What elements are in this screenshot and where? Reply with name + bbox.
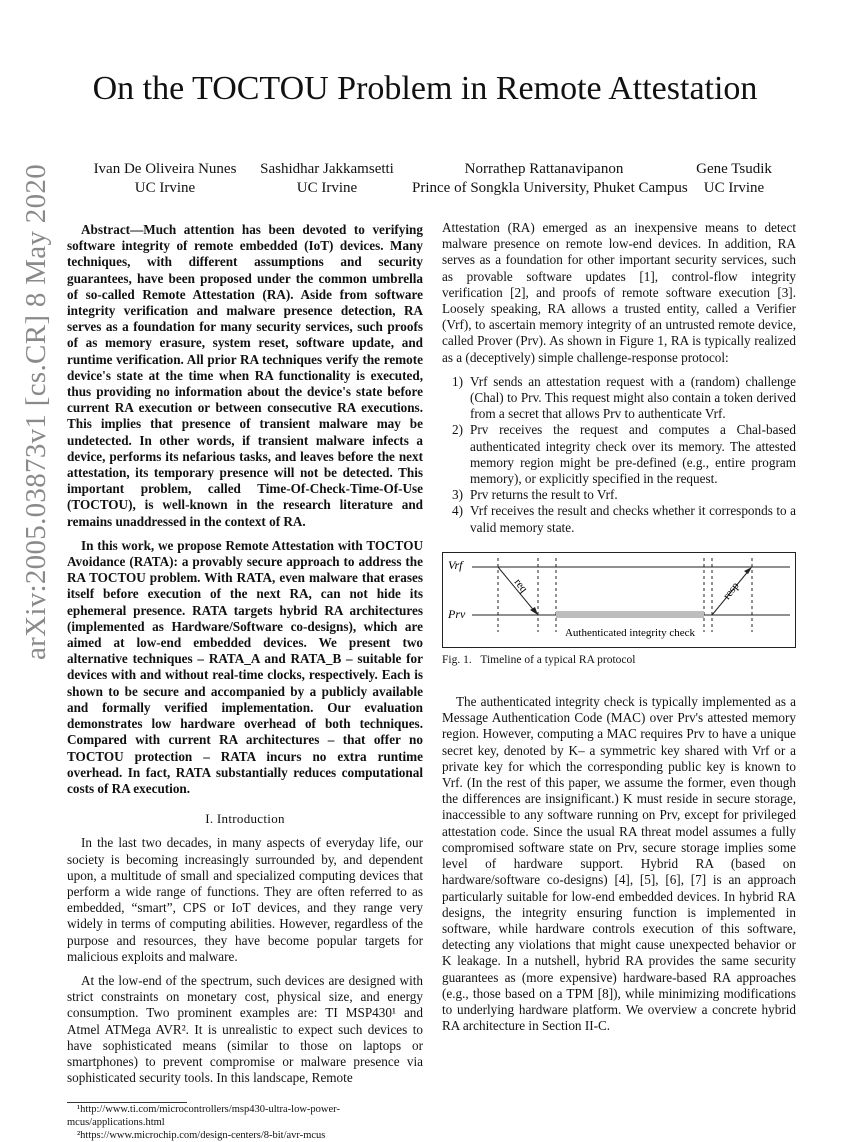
author-affiliation: UC Irvine	[296, 180, 358, 196]
author-name: Gene Tsudik	[696, 161, 772, 177]
resp-arrowhead	[744, 567, 752, 574]
req-label: req	[511, 576, 530, 595]
intro-paragraph-2: At the low-end of the spectrum, such devices are designed with strict constraints on monetary cost, physical size, and energy consumption. Two prominent examples are: TI MSP430¹ and Atmel ATMega AVR². It is unrealistic to expect such devices to have sophisticated means (similar to those on laptops or smartphones) to prevent compromise or malware presence via sophisticated security tools. In this landscape, Remote	[67, 972, 423, 1086]
footnote-2: ²https://www.microchip.com/design-centers/8-bit/avr-mcus	[77, 1130, 326, 1142]
figure-1	[442, 552, 796, 648]
resp-label: resp	[720, 579, 742, 602]
integrity-check-label: Authenticated integrity check	[564, 626, 696, 639]
list-number: 4)	[452, 503, 463, 519]
author-3	[412, 160, 688, 198]
author-affiliation: UC Irvine	[134, 180, 196, 196]
right-paragraph-1: Attestation (RA) emerged as an inexpensive means to detect malware presence on remote low-end devices. In addition, RA serves as a foundation for other important security services, such as provable software updates [1], control-flow integrity verification [2], and proofs of remote software execution [3]. Loosely speaking, RA allows a trusted entity, called a Verifier (Vrf), to ascertain memory integrity of an untrusted remote device, called Prover (Prv). As shown in Figure 1, RA is typically realized as a (deceptively) simple challenge-response protocol:	[442, 220, 796, 365]
list-item	[442, 487, 796, 503]
list-text: Prv receives the request and computes a Chal-based authenticated integrity check over its memory. The attested memory region might be pre-defined (e.g., entire program memory), or explicitly specified in the request.	[470, 422, 796, 487]
left-column	[67, 222, 423, 1142]
list-number: 3)	[452, 487, 463, 503]
right-paragraph-2: The authenticated integrity check is typically implemented as a Message Authentication Code (MAC) over Prv's attested memory region. However, computing a MAC requires Prv to have a unique secret key, denoted by K– a symmetric key shared with Vrf or a private key for which the corresponding public key is known to Vrf. (In the rest of this paper, we assume the former, even though the differences are insignificant.) K must reside in secure storage, inaccessible to any software running on Prv, except for privileged attestation code. Since the usual RA threat model assumes a fully compromised software state on Prv, secure storage implies some level of hardware support. Hybrid RA (based on hardware/software co-designs) [4], [5], [6], [7] is an approach particularly suitable for low-end embedded devices. In hybrid RA designs, the integrity ensuring function is implemented in software, while hardware controls execution of this software, detecting any violations that might cause unexpected behavior or K leakage. In a nutshell, hybrid RA provides the same security guarantees as (more expensive) hardware-based RA approaches (e.g., those based on a TPM [8]), while minimizing modifications to underlying hardware platform. We overview a concrete hybrid RA architecture in Section II-C.	[442, 694, 796, 1034]
figure-caption	[442, 652, 796, 668]
arxiv-identifier: arXiv:2005.03873v1 [cs.CR] 8 May 2020	[20, 164, 52, 660]
list-number: 2)	[452, 422, 463, 438]
author-affiliation: Prince of Songkla University, Phuket Campus	[412, 180, 688, 196]
list-item	[442, 503, 796, 535]
list-text: Vrf sends an attestation request with a (random) challenge (Chal) to Prv. This request might also contain a token derived from a secret that allows Prv to authenticate Vrf.	[470, 373, 796, 422]
author-name: Sashidhar Jakkamsetti	[260, 161, 394, 177]
right-column	[442, 220, 796, 1034]
paper-title: On the TOCTOU Problem in Remote Attestation	[92, 70, 758, 107]
list-text: Prv returns the result to Vrf.	[470, 487, 618, 503]
author-4	[686, 160, 782, 198]
timeline-diagram	[442, 552, 796, 648]
author-affiliation: UC Irvine	[703, 180, 765, 196]
integrity-check-bar	[556, 611, 704, 618]
author-name: Ivan De Oliveira Nunes	[93, 161, 237, 177]
list-item	[442, 422, 796, 487]
protocol-steps	[442, 374, 796, 536]
section-heading-introduction: I. Introduction	[205, 811, 285, 827]
caption-label: Fig. 1.	[442, 653, 472, 666]
list-item	[442, 374, 796, 423]
abstract-paragraph-2: In this work, we propose Remote Attestation with TOCTOU Avoidance (RATA): a provably secure approach to address the RA TOCTOU problem. With RATA, even malware that erases itself before execution of the next RA, can not hide its ephemeral presence. RATA targets hybrid RA architectures (implemented as Hardware/Software co-designs), which are aimed at low-end embedded devices. We present two alternative techniques – RATA_A and RATA_B – suitable for devices with and without real-time clocks, respectively. Each is shown to be secure and accompanied by a publicly available and formally verified implementation. Our evaluation demonstrates low hardware overhead of both techniques. Compared with current RA architectures – that offer no TOCTOU protection – RATA incurs no extra runtime overhead. In fact, RATA substantially reduces computational costs of RA execution.	[67, 537, 423, 796]
req-arrowhead	[530, 607, 538, 615]
author-2	[252, 160, 402, 198]
intro-paragraph-1: In the last two decades, in many aspects of everyday life, our society is becoming increasingly surrounded by, and dependent upon, a multitude of small and specialized computing devices that perform a wide range of functions. They are often referred to as embedded, “smart”, CPS or IoT devices, and they range very widely in terms of computing abilities. However, regardless of the purpose and resources, they have become popular targets for malicious exploits and malware.	[67, 835, 423, 964]
prv-label: Prv	[448, 606, 466, 621]
abstract-paragraph-1: Abstract—Much attention has been devoted to verifying software integrity of remote embedded (IoT) devices. Many techniques, with different assumptions and security guarantees, have been proposed under the common umbrella of so-called Remote Attestation (RA). Aside from software integrity verification and malware presence detection, RA serves as a foundation for many security services, such proofs of as memory erasure, system reset, software update, and runtime verification. All prior RA techniques verify the remote device's state at the time when RA functionality is executed, thus providing no information about the device's state before current RA execution or between consecutive RA executions. This implies that presence of transient malware may be undetected. In other words, if transient malware infects a device, performs its nefarious tasks, and leaves before the next attestation, its temporary presence will not be detected. This important problem, called Time-Of-Check-Time-Of-Use (TOCTOU), is well-known in the research literature and remains unaddressed in the context of RA.	[67, 222, 423, 529]
footnote-1: ¹http://www.ti.com/microcontrollers/msp430-ultra-low-power-mcus/applications.html	[67, 1104, 340, 1129]
author-name: Norrathep Rattanavipanon	[464, 161, 624, 177]
caption-text: Timeline of a typical RA protocol	[480, 653, 636, 666]
list-text: Vrf receives the result and checks whether it corresponds to a valid memory state.	[470, 503, 796, 535]
list-number: 1)	[452, 373, 463, 389]
vrf-label: Vrf	[448, 557, 463, 572]
author-1	[80, 160, 250, 198]
